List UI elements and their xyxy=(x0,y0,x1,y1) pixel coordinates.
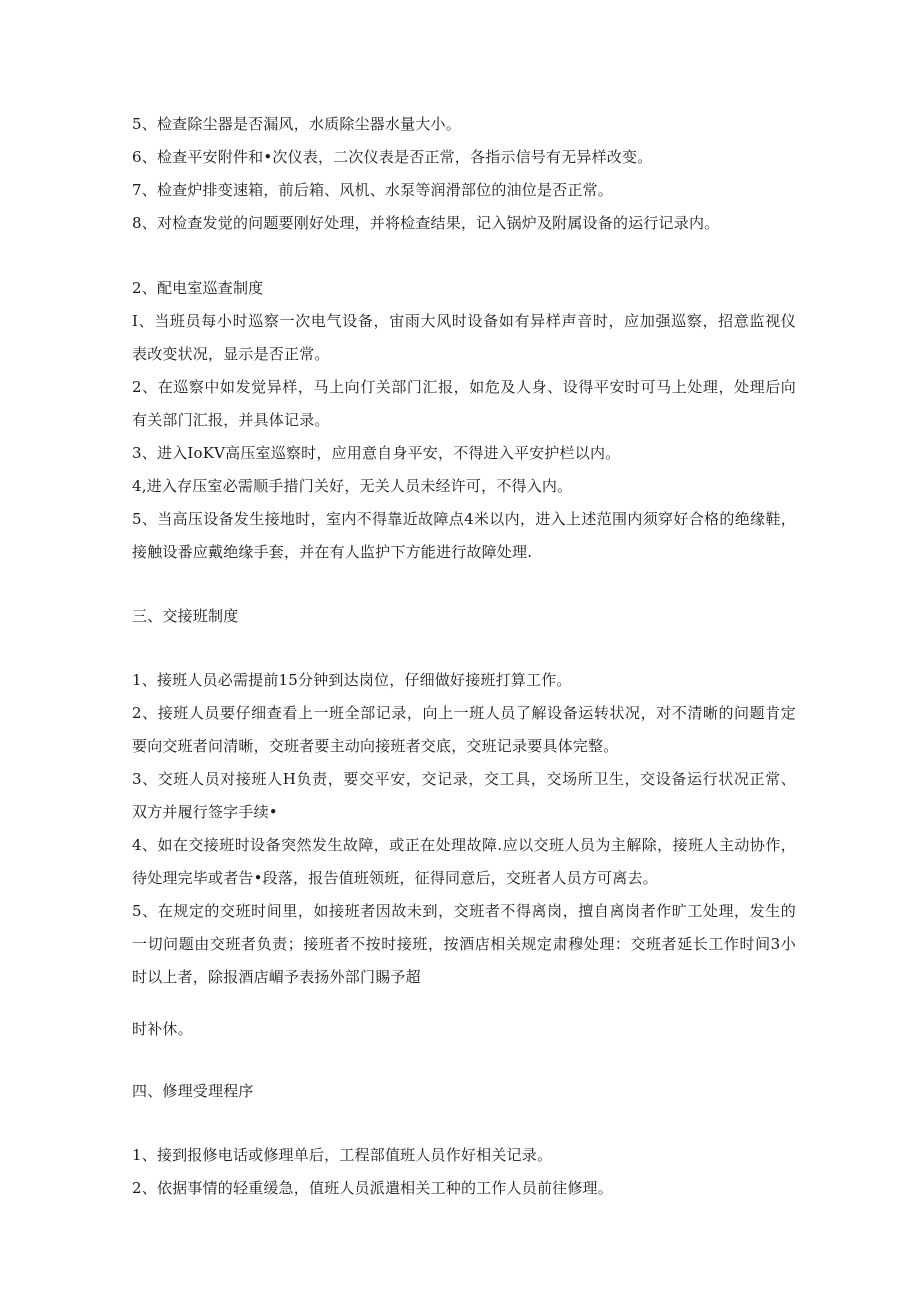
handover-item-4-line-2: 待处理完毕或者告•段落，报告值班领班，征得同意后，交班者人员方可离去。 xyxy=(132,869,658,887)
handover-item-3-line-1: 3、交班人员对接班人H负责，要交平安，交记录，交工具，交场所卫生，交设备运行状况正常、 xyxy=(132,770,796,788)
handover-item-5-line-2: 一切问题由交班者负责；接班者不按时接班，按酒店相关规定肃穆处理：交班者延长工作时间3小 xyxy=(132,935,796,953)
power-room-item-2-line-1: 2、在巡察中如发觉异样，马上向仃关部门汇报，如危及人身、设得平安时可马上处理，处理后向 xyxy=(132,378,796,396)
repair-item-2: 2、依据事情的轻重缓急，值班人员派遣相关工种的工作人员前往修理。 xyxy=(132,1179,613,1197)
handover-item-4-line-1: 4、如在交接班时设备突然发生故障，或正在处理故障.应以交班人员为主解除，接班人主动协作， xyxy=(132,836,796,854)
check-item-6: 6、检查平安附件和•次仪表，二次仪表是否正常，各指示信号有无异样改变。 xyxy=(132,148,653,166)
check-item-8: 8、对检查发觉的问题要刚好处理，并将检查结果，记入锅炉及附属设备的运行记录内。 xyxy=(132,214,720,232)
handover-item-1: 1、接班人员必需提前15分钟到达岗位，仔细做好接班打算工作。 xyxy=(132,671,572,689)
section-heading-power-room: 2、配电室巡查制度 xyxy=(132,279,264,297)
power-room-item-4: 4,进入存压室必需顺手措门关好，无关人员未经许可，不得入内。 xyxy=(132,477,573,495)
power-room-item-5-line-1: 5、当高压设备发生接地时，室内不得靠近故障点4米以内，进入上述范围内须穿好合格的绝缘鞋， xyxy=(132,510,796,528)
handover-item-2-line-1: 2、接班人员要仔细查看上一班全部记录，向上一班人员了解设备运转状况，对不清晰的问题肯定 xyxy=(132,704,796,722)
power-room-item-3: 3、进入IoKV高压室巡察时，应用意自身平安，不得进入平安护栏以内。 xyxy=(132,444,621,462)
power-room-item-2-line-2: 有关部门汇报，并具体记录。 xyxy=(132,411,330,429)
handover-item-5-line-4: 时补休。 xyxy=(132,1020,193,1038)
section-heading-shift-handover: 三、交接班制度 xyxy=(132,607,239,625)
handover-item-5-line-1: 5、在规定的交班时间里，如接班者因故未到，交班者不得离岗，擅自离岗者作旷工处理，发生的 xyxy=(132,902,796,920)
handover-item-5-line-3: 时以上者，除报酒店嵋予表扬外部门賜予超 xyxy=(132,968,421,986)
section-heading-repair-procedure: 四、修理受理程序 xyxy=(132,1082,254,1100)
check-item-7: 7、检查炉排变速箱，前后箱、风机、水泵等润滑部位的油位是否正常。 xyxy=(132,181,613,199)
repair-item-1: 1、接到报修电话或修理单后，工程部值班人员作好相关记录。 xyxy=(132,1146,553,1164)
power-room-item-1-line-2: 表改变状况，显示是否正常。 xyxy=(132,345,330,363)
power-room-item-5-line-2: 接触设番应戴绝缘手套，并在有人监护下方能进行故障处理. xyxy=(132,543,533,561)
handover-item-3-line-2: 双方并履行签字手续• xyxy=(132,803,278,821)
handover-item-2-line-2: 要向交班者问清晰，交班者要主动向接班者交底，交班记录要具体完整。 xyxy=(132,737,619,755)
check-item-5: 5、检查除尘器是否漏风，水质除尘器水量大小。 xyxy=(132,115,461,133)
power-room-item-1-line-1: I、当班员每小时巡察一次电气设备，宙雨大风时设备如有异样声音时，应加强巡察，招意监视仪 xyxy=(132,312,796,330)
